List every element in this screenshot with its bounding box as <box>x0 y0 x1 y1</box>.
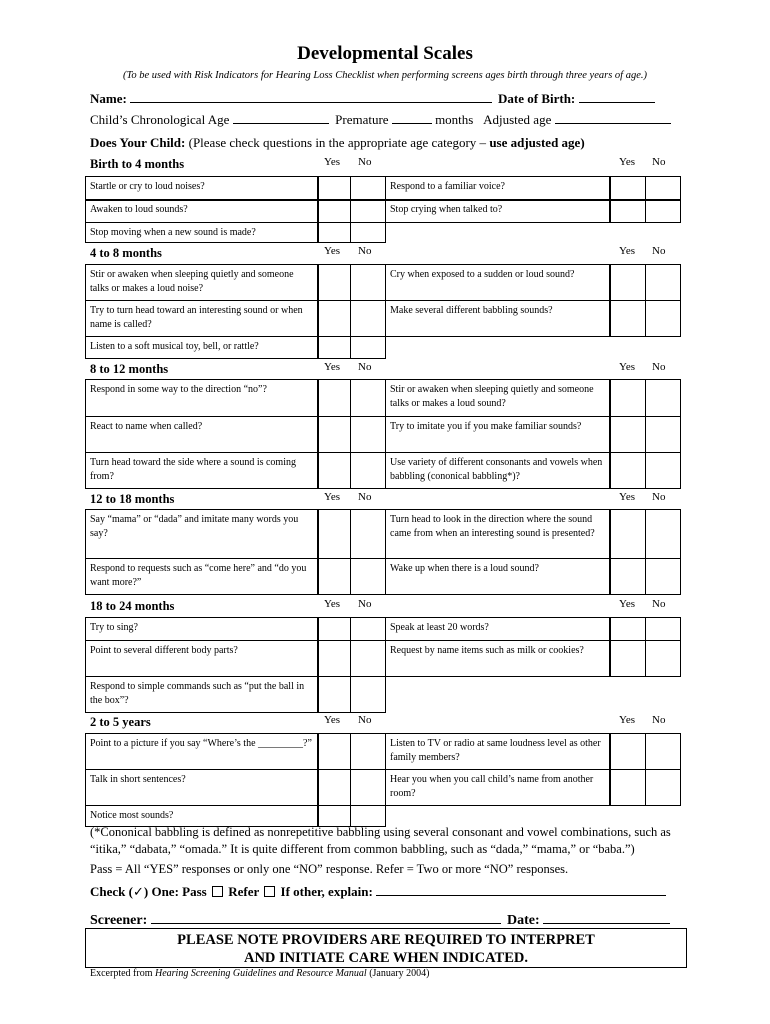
dob-label: Date of Birth: <box>498 91 576 106</box>
date-row: Date: <box>507 912 670 929</box>
yes-checkbox[interactable] <box>318 264 351 301</box>
citation-title: Hearing Screening Guidelines and Resource Manual <box>154 968 367 979</box>
instructions <box>90 135 585 151</box>
yes-checkbox[interactable] <box>610 733 646 770</box>
left-yes-header: Yes <box>324 491 341 503</box>
no-checkbox[interactable] <box>350 558 386 595</box>
no-checkbox[interactable] <box>350 416 386 453</box>
left-no-header: No <box>358 245 372 257</box>
refer-label: Refer <box>228 884 260 899</box>
no-checkbox[interactable] <box>645 558 681 595</box>
page-subtitle: (To be used with Risk Indicators for Hearing Loss Checklist when performing screens ages birth through three years of age.) <box>123 70 647 81</box>
question-text: Hear you when you call child’s name from another room? <box>385 769 610 806</box>
question-text: Stir or awaken when sleeping quietly and someone talks or makes a loud noise? <box>85 264 318 301</box>
question-text: Turn head to look in the direction where the sound came from when an interesting sound is presented? <box>385 509 610 559</box>
yes-checkbox[interactable] <box>318 336 351 359</box>
screener-label: Screener <box>90 913 143 928</box>
yes-checkbox[interactable] <box>318 769 351 806</box>
source-citation <box>90 968 429 979</box>
yes-checkbox[interactable] <box>318 416 351 453</box>
no-checkbox[interactable] <box>645 452 681 489</box>
yes-checkbox[interactable] <box>318 379 351 417</box>
yes-checkbox[interactable] <box>318 617 351 641</box>
right-no-header: No <box>652 598 666 610</box>
yes-checkbox[interactable] <box>610 640 646 677</box>
no-checkbox[interactable] <box>350 769 386 806</box>
question-text: Listen to a soft musical toy, bell, or rattle? <box>85 336 318 359</box>
yes-checkbox[interactable] <box>610 176 646 201</box>
no-checkbox[interactable] <box>645 733 681 770</box>
question-text: Listen to TV or radio at same loudness level as other family members? <box>385 733 610 770</box>
footnote: (*Cononical babbling is defined as nonrepetitive babbling using several consonant and vowel combinations, such as “itika,” “dabata,” “omada.” It is quite different from common babbling, such as “dada,” “mama,” or “baba.”) <box>90 825 671 856</box>
premature-label: Premature <box>335 112 389 127</box>
yes-checkbox[interactable] <box>318 676 351 713</box>
no-checkbox[interactable] <box>350 617 386 641</box>
question-text: Stop crying when talked to? <box>385 199 610 223</box>
provider-notice <box>85 928 687 968</box>
name-row <box>90 91 492 107</box>
question-text: Speak at least 20 words? <box>385 617 610 641</box>
no-checkbox[interactable] <box>645 379 681 417</box>
section-title: 4 to 8 months <box>90 246 162 260</box>
no-checkbox[interactable] <box>350 676 386 713</box>
no-checkbox[interactable] <box>645 416 681 453</box>
no-checkbox[interactable] <box>645 176 681 201</box>
no-checkbox[interactable] <box>350 733 386 770</box>
question-text: Wake up when there is a loud sound? <box>385 558 610 595</box>
yes-checkbox[interactable] <box>318 452 351 489</box>
no-checkbox[interactable] <box>645 199 681 223</box>
question-text: Say “mama” or “dada” and imitate many words you say? <box>85 509 318 559</box>
dob-row <box>498 91 655 107</box>
yes-checkbox[interactable] <box>610 452 646 489</box>
no-checkbox[interactable] <box>350 199 386 223</box>
no-checkbox[interactable] <box>645 300 681 337</box>
yes-checkbox[interactable] <box>610 617 646 641</box>
page-title: Developmental Scales <box>297 43 473 64</box>
right-no-header: No <box>652 245 666 257</box>
adjusted-age-field[interactable] <box>555 112 671 124</box>
other-explain-field[interactable] <box>376 884 666 896</box>
question-text: Try to turn head toward an interesting sound or when name is called? <box>85 300 318 337</box>
section-title: 8 to 12 months <box>90 362 169 376</box>
adjusted-age-label: Adjusted age <box>483 112 552 127</box>
no-checkbox[interactable] <box>350 336 386 359</box>
question-text: Point to a picture if you say “Where’s the _________?” <box>85 733 318 770</box>
screener-field[interactable] <box>151 912 501 924</box>
check-label-end: ) One: <box>143 884 179 899</box>
question-text: Notice most sounds? <box>85 805 318 827</box>
chron-age-field[interactable] <box>233 112 329 124</box>
right-yes-header: Yes <box>619 156 636 168</box>
question-text: Awaken to loud sounds? <box>85 199 318 223</box>
right-no-header: No <box>652 361 666 373</box>
left-yes-header: Yes <box>324 598 341 610</box>
notice-line-2: AND INITIATE CARE WHEN INDICATED. <box>243 950 528 966</box>
chron-age-label: Child’s Chronological Age <box>90 112 230 127</box>
no-checkbox[interactable] <box>350 509 386 559</box>
no-checkbox[interactable] <box>350 640 386 677</box>
section-title: 12 to 18 months <box>90 492 175 506</box>
question-text: Startle or cry to loud noises? <box>85 176 318 201</box>
right-yes-header: Yes <box>619 714 636 726</box>
notice-line-1: PLEASE NOTE PROVIDERS ARE REQUIRED TO INTERPRET <box>177 932 595 948</box>
yes-checkbox[interactable] <box>610 416 646 453</box>
left-yes-header: Yes <box>324 156 341 168</box>
citation-pre: Excerpted from <box>90 968 155 979</box>
yes-checkbox[interactable] <box>318 222 351 243</box>
pass-label: Pass <box>182 884 207 899</box>
yes-checkbox[interactable] <box>318 199 351 223</box>
left-no-header: No <box>358 491 372 503</box>
no-checkbox[interactable] <box>350 176 386 201</box>
yes-checkbox[interactable] <box>318 509 351 559</box>
refer-checkbox[interactable] <box>264 886 275 897</box>
right-yes-header: Yes <box>619 491 636 503</box>
check-label: Check ( <box>90 884 133 899</box>
yes-checkbox[interactable] <box>610 300 646 337</box>
left-no-header: No <box>358 714 372 726</box>
question-text: Respond to a familiar voice? <box>385 176 610 201</box>
left-no-header: No <box>358 156 372 168</box>
outcome-row <box>90 884 666 900</box>
no-checkbox[interactable] <box>645 509 681 559</box>
yes-checkbox[interactable] <box>318 733 351 770</box>
question-text: Talk in short sentences? <box>85 769 318 806</box>
screener-row: Screener: <box>90 912 501 929</box>
right-yes-header: Yes <box>619 361 636 373</box>
name-label: Name: <box>90 91 127 106</box>
question-text: Request by name items such as milk or cookies? <box>385 640 610 677</box>
no-checkbox[interactable] <box>645 640 681 677</box>
yes-checkbox[interactable] <box>318 176 351 201</box>
question-text: Try to sing? <box>85 617 318 641</box>
question-text: Make several different babbling sounds? <box>385 300 610 337</box>
dob-field[interactable] <box>579 91 655 103</box>
yes-checkbox[interactable] <box>610 264 646 301</box>
no-checkbox[interactable] <box>350 300 386 337</box>
right-no-header: No <box>652 714 666 726</box>
question-text: Stir or awaken when sleeping quietly and someone talks or makes a loud sound? <box>385 379 610 417</box>
yes-checkbox[interactable] <box>610 769 646 806</box>
left-no-header: No <box>358 598 372 610</box>
no-checkbox[interactable] <box>350 222 386 243</box>
question-text: Use variety of different consonants and vowels when babbling (cononical babbling*)? <box>385 452 610 489</box>
months-label: months <box>435 112 474 127</box>
no-checkbox[interactable] <box>645 264 681 301</box>
right-yes-header: Yes <box>619 598 636 610</box>
date-label: Date <box>507 913 535 928</box>
yes-checkbox[interactable] <box>610 199 646 223</box>
no-checkbox[interactable] <box>350 452 386 489</box>
left-yes-header: Yes <box>324 714 341 726</box>
no-checkbox[interactable] <box>645 617 681 641</box>
question-text: Turn head toward the side where a sound is coming from? <box>85 452 318 489</box>
left-no-header: No <box>358 361 372 373</box>
question-text: Try to imitate you if you make familiar sounds? <box>385 416 610 453</box>
no-checkbox[interactable] <box>350 379 386 417</box>
other-label: If other, explain: <box>280 884 373 899</box>
yes-checkbox[interactable] <box>610 509 646 559</box>
instructions-text: (Please check questions in the appropriate age category – <box>188 135 487 150</box>
instructions-emphasis: use adjusted age) <box>489 135 585 150</box>
date-field[interactable] <box>543 912 670 924</box>
no-checkbox[interactable] <box>350 264 386 301</box>
section-title: 2 to 5 years <box>90 715 151 729</box>
question-text: Stop moving when a new sound is made? <box>85 222 318 243</box>
yes-checkbox[interactable] <box>318 640 351 677</box>
instructions-lead: Does Your Child: <box>90 135 186 150</box>
question-text: Point to several different body parts? <box>85 640 318 677</box>
no-checkbox[interactable] <box>645 769 681 806</box>
right-no-header: No <box>652 491 666 503</box>
pass-checkbox[interactable] <box>212 886 223 897</box>
question-text: Respond in some way to the direction “no”? <box>85 379 318 417</box>
pass-refer-rule: Pass = All “YES” responses or only one “NO” response. Refer = Two or more “NO” responses. <box>90 862 569 876</box>
premature-field[interactable] <box>392 112 432 124</box>
yes-checkbox[interactable] <box>318 558 351 595</box>
question-text: Respond to requests such as “come here” and “do you want more?” <box>85 558 318 595</box>
section-title: Birth to 4 months <box>90 157 185 171</box>
question-text: Cry when exposed to a sudden or loud sound? <box>385 264 610 301</box>
check-mark-icon: ✓ <box>132 884 144 899</box>
right-no-header: No <box>652 156 666 168</box>
question-text: React to name when called? <box>85 416 318 453</box>
section-title: 18 to 24 months <box>90 599 175 613</box>
yes-checkbox[interactable] <box>610 379 646 417</box>
name-field[interactable] <box>130 91 492 103</box>
left-yes-header: Yes <box>324 245 341 257</box>
left-yes-header: Yes <box>324 361 341 373</box>
question-text: Respond to simple commands such as “put the ball in the box”? <box>85 676 318 713</box>
yes-checkbox[interactable] <box>318 300 351 337</box>
age-row <box>90 112 671 128</box>
citation-post: (January 2004) <box>366 968 430 979</box>
yes-checkbox[interactable] <box>610 558 646 595</box>
right-yes-header: Yes <box>619 245 636 257</box>
